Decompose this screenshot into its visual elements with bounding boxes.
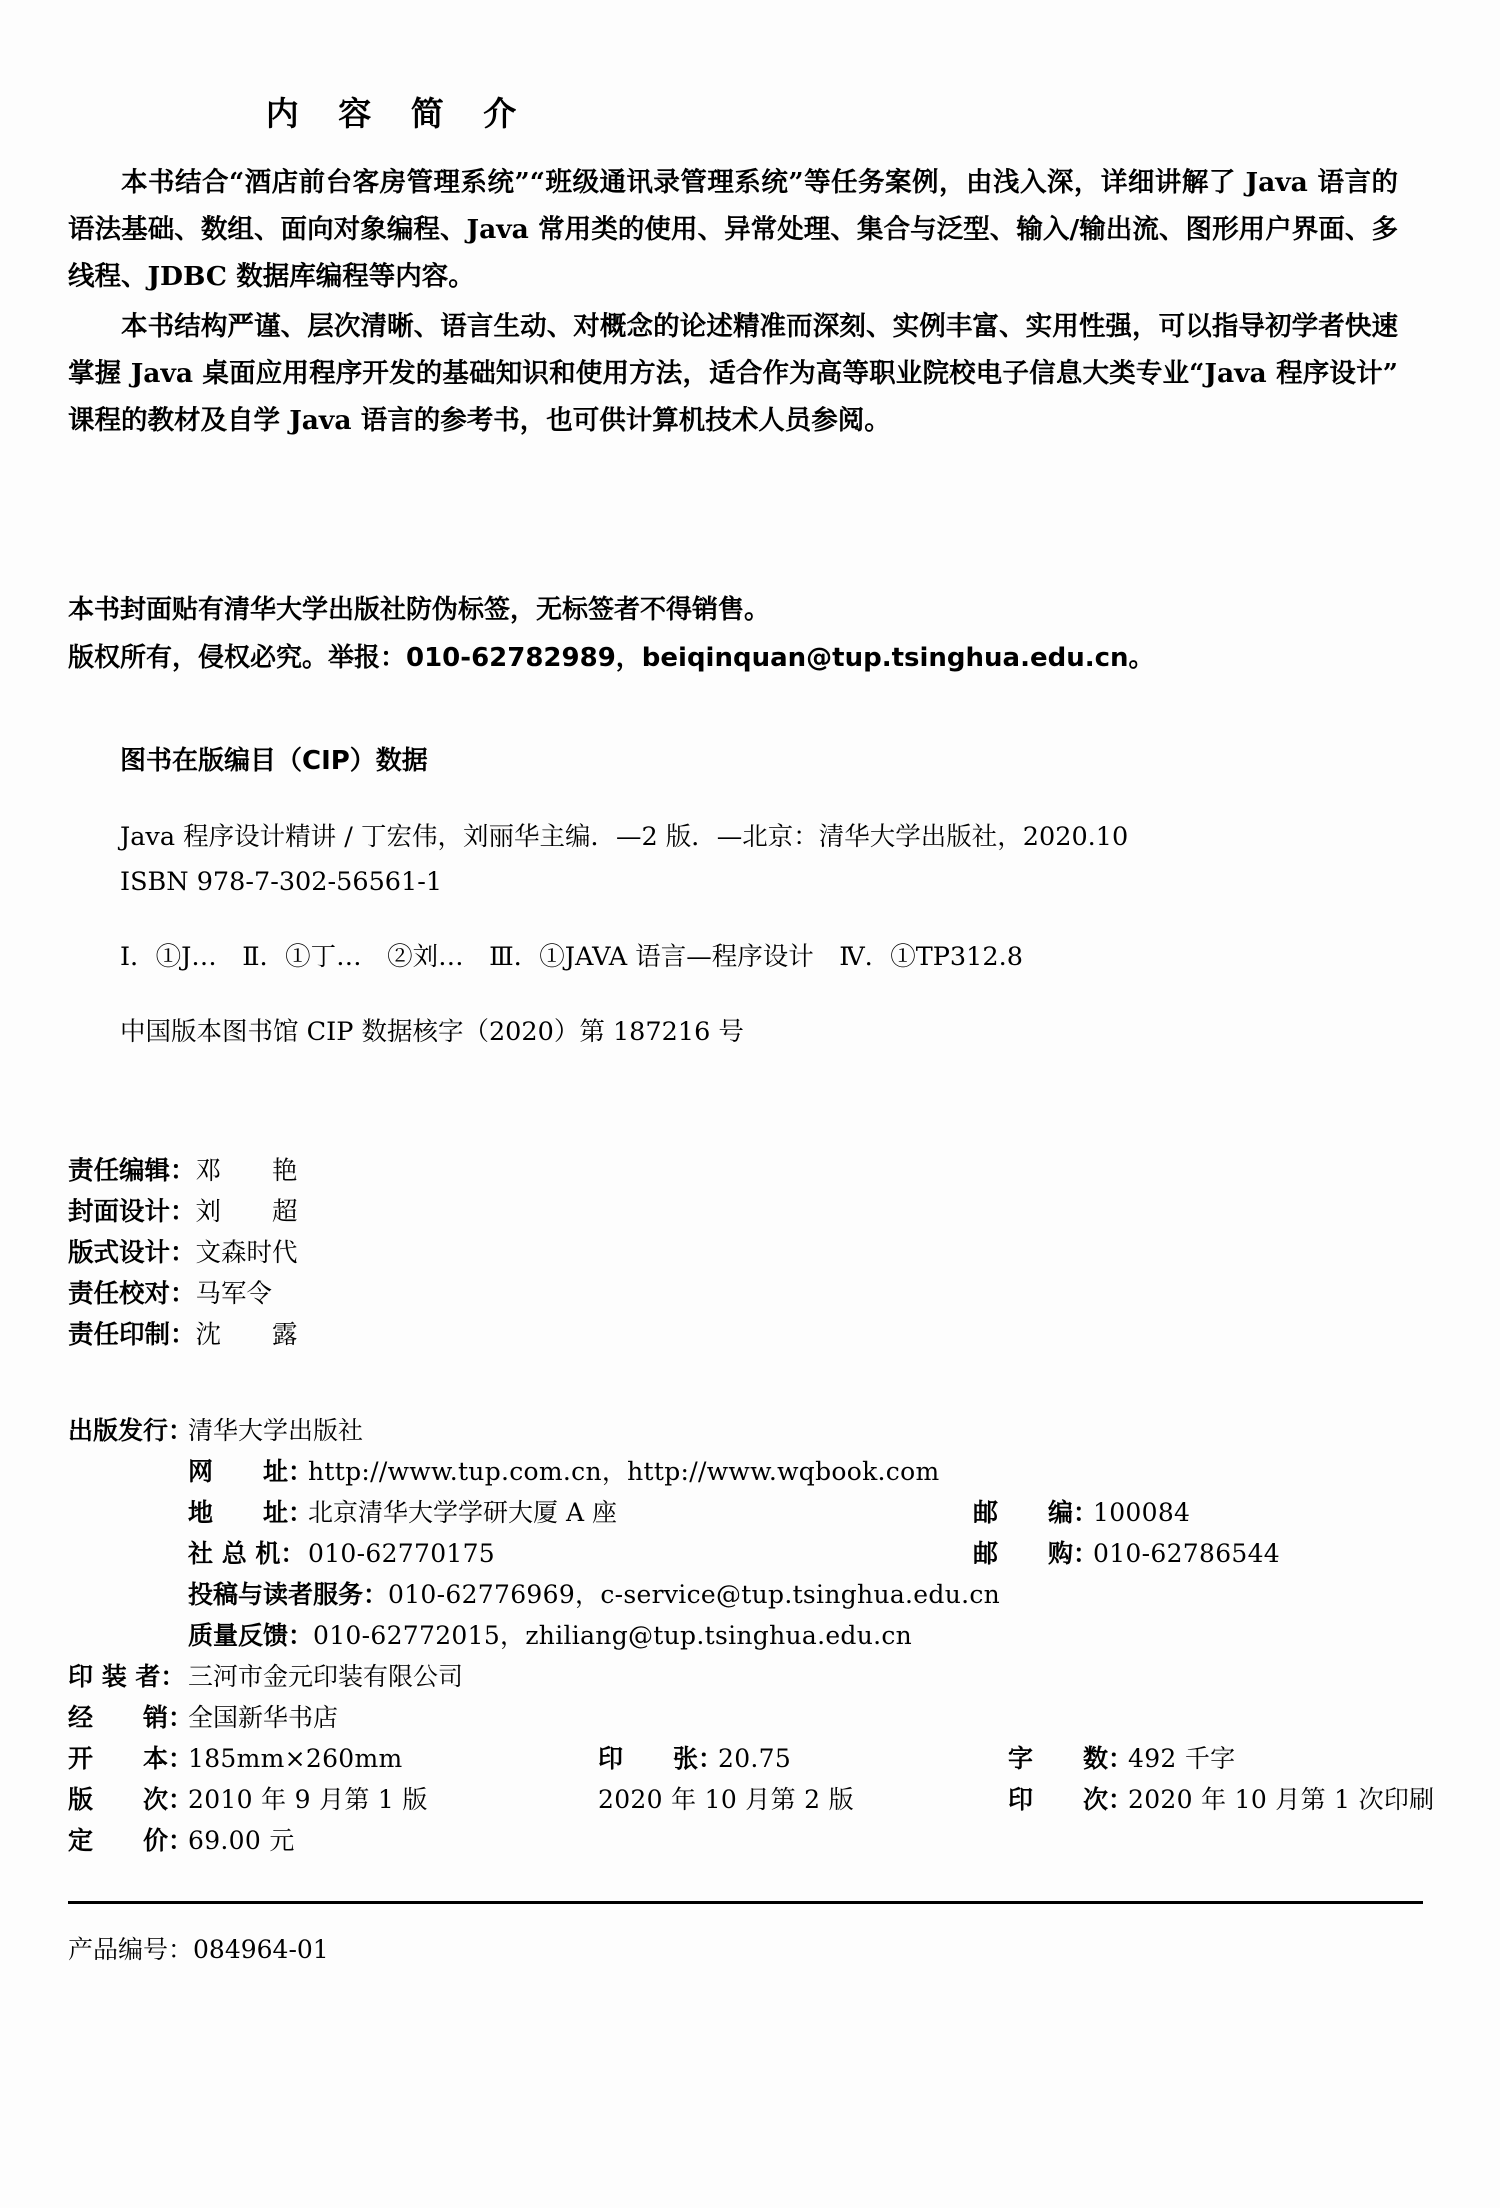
distributor-row [68, 1697, 1488, 1738]
edition-value-second: 2020 年 10 月第 2 版 [598, 1785, 854, 1814]
sheets-group [598, 1738, 791, 1779]
format-label: 开 本： [68, 1744, 194, 1773]
price-value: 69.00 元 [188, 1826, 295, 1855]
impression-value: 2020 年 10 月第 1 次印刷 [1128, 1785, 1435, 1814]
bottom-divider [68, 1901, 1423, 1904]
printer-label: 印 装 者： [68, 1662, 186, 1691]
postcode-group [973, 1492, 1190, 1533]
feedback-row [68, 1615, 1488, 1656]
distributor-label: 经 销： [68, 1703, 194, 1732]
brief-paragraph-2: 本书结构严谨、层次清晰、语言生动、对概念的论述精准而深刻、实例丰富、实用性强，可以指导初学者快速掌握 Java 桌面应用程序开发的基础知识和使用方法，适合作为高等职业院校电子信息大类专业“Java 程序设计”课程的教材及自学 Java 语言的参考书，也可供计算机技术人员参阅。 [68, 311, 1398, 436]
staff-row-editor [68, 1151, 1488, 1192]
purchase-group [973, 1533, 1280, 1574]
switchboard-label: 社 总 机： [188, 1539, 306, 1568]
cip-isbn: ISBN 978-7-302-56561-1 [120, 867, 443, 897]
submission-label: 投稿与读者服务： [188, 1580, 389, 1609]
spec-row-price [68, 1820, 1488, 1861]
submission-value[interactable]: 010-62776969，c-service@tup.tsinghua.edu.cn [388, 1580, 1001, 1609]
edition-second-group [598, 1779, 854, 1820]
spec-row-edition [68, 1779, 1488, 1820]
staff-value-layout-design: 文森时代 [195, 1238, 298, 1268]
printer-row [68, 1656, 1488, 1697]
words-label: 字 数： [1008, 1744, 1134, 1773]
price-label: 定 价： [68, 1826, 194, 1855]
distributor-value: 全国新华书店 [188, 1703, 339, 1732]
switchboard-value: 010-62770175 [308, 1539, 496, 1568]
purchase-label: 邮 购： [973, 1539, 1099, 1568]
spec-table [68, 1738, 1488, 1861]
product-code-label: 产品编号： [68, 1935, 194, 1964]
purchase-value: 010-62786544 [1093, 1539, 1281, 1568]
brief-paragraph-1: 本书结合“酒店前台客房管理系统”“班级通讯录管理系统”等任务案例，由浅入深，详细讲解了 Java 语言的语法基础、数组、面向对象编程、Java 常用类的使用、异常处理、集合与泛型、输入/输出流、图形用户界面、多线程、JDBC 数据库编程等内容。 [68, 167, 1398, 292]
page-title: 内 容 简 介 [265, 94, 531, 133]
product-code-row [68, 1930, 1488, 1966]
words-value: 492 千字 [1128, 1744, 1236, 1773]
edition-group [68, 1779, 428, 1820]
publisher-row [68, 1410, 1488, 1451]
format-value: 185mm×260mm [188, 1744, 403, 1773]
edition-value-first: 2010 年 9 月第 1 版 [188, 1785, 428, 1814]
publisher-value: 清华大学出版社 [188, 1416, 364, 1445]
staff-label-layout-design: 版式设计： [68, 1238, 196, 1268]
feedback-label: 质量反馈： [188, 1621, 314, 1650]
price-group [68, 1820, 295, 1861]
sheets-value: 20.75 [718, 1744, 792, 1773]
address-value: 北京清华大学学研大厦 A 座 [308, 1498, 617, 1527]
publisher-block [68, 1410, 1488, 1861]
anti-counterfeit-notice: 本书封面贴有清华大学出版社防伪标签，无标签者不得销售。 [68, 595, 771, 625]
cip-registry-number: 中国版本图书馆 CIP 数据核字（2020）第 187216 号 [120, 1017, 744, 1047]
edition-label: 版 次： [68, 1785, 194, 1814]
words-group [1008, 1738, 1235, 1779]
website-value[interactable]: http://www.tup.com.cn，http://www.wqbook.com [308, 1457, 940, 1486]
rights-reserved-notice: 版权所有，侵权必究。举报：010-62782989，beiqinquan@tup.tsinghua.edu.cn。 [68, 643, 1155, 673]
page-content [68, 0, 1488, 1966]
impression-label: 印 次： [1008, 1785, 1134, 1814]
brief-body [68, 159, 1398, 444]
cip-classification: Ⅰ．①J… Ⅱ．①丁… ②刘… Ⅲ．①JAVA 语言—程序设计 Ⅳ．①TP312.8 [120, 942, 1023, 972]
staff-label-editor: 责任编辑： [68, 1156, 196, 1186]
staff-value-proofreader: 马军令 [195, 1279, 273, 1309]
cip-heading: 图书在版编目（CIP）数据 [120, 746, 428, 776]
website-row [68, 1451, 1488, 1492]
staff-label-production: 责任印制： [68, 1320, 196, 1350]
product-code-value: 084964-01 [193, 1935, 329, 1964]
staff-credits [68, 1151, 1488, 1356]
staff-value-editor: 邓 艳 [195, 1156, 298, 1186]
feedback-value[interactable]: 010-62772015，zhiliang@tup.tsinghua.edu.cn [313, 1621, 913, 1650]
impression-group [1008, 1779, 1434, 1820]
cip-title-line: Java 程序设计精讲 / 丁宏伟，刘丽华主编．—2 版．—北京：清华大学出版社，2020.10 [120, 822, 1129, 852]
address-label: 地 址： [188, 1498, 314, 1527]
staff-row-layout-design [68, 1233, 1488, 1274]
postcode-label: 邮 编： [973, 1498, 1099, 1527]
format-group [68, 1738, 403, 1779]
staff-value-production: 沈 露 [195, 1320, 298, 1350]
staff-row-production [68, 1315, 1488, 1356]
staff-label-proofreader: 责任校对： [68, 1279, 196, 1309]
staff-row-proofreader [68, 1274, 1488, 1315]
spec-row-format [68, 1738, 1488, 1779]
staff-row-cover-design [68, 1192, 1488, 1233]
address-row [68, 1492, 1488, 1533]
cip-body [120, 815, 1488, 1055]
copyright-notice [68, 586, 1488, 682]
website-label: 网 址： [188, 1457, 314, 1486]
submission-row [68, 1574, 1488, 1615]
switchboard-row [68, 1533, 1488, 1574]
sheets-label: 印 张： [598, 1744, 724, 1773]
postcode-value: 100084 [1093, 1498, 1191, 1527]
staff-value-cover-design: 刘 超 [195, 1197, 298, 1227]
printer-value: 三河市金元印装有限公司 [188, 1662, 464, 1691]
publisher-label: 出版发行： [68, 1416, 194, 1445]
staff-label-cover-design: 封面设计： [68, 1197, 196, 1227]
